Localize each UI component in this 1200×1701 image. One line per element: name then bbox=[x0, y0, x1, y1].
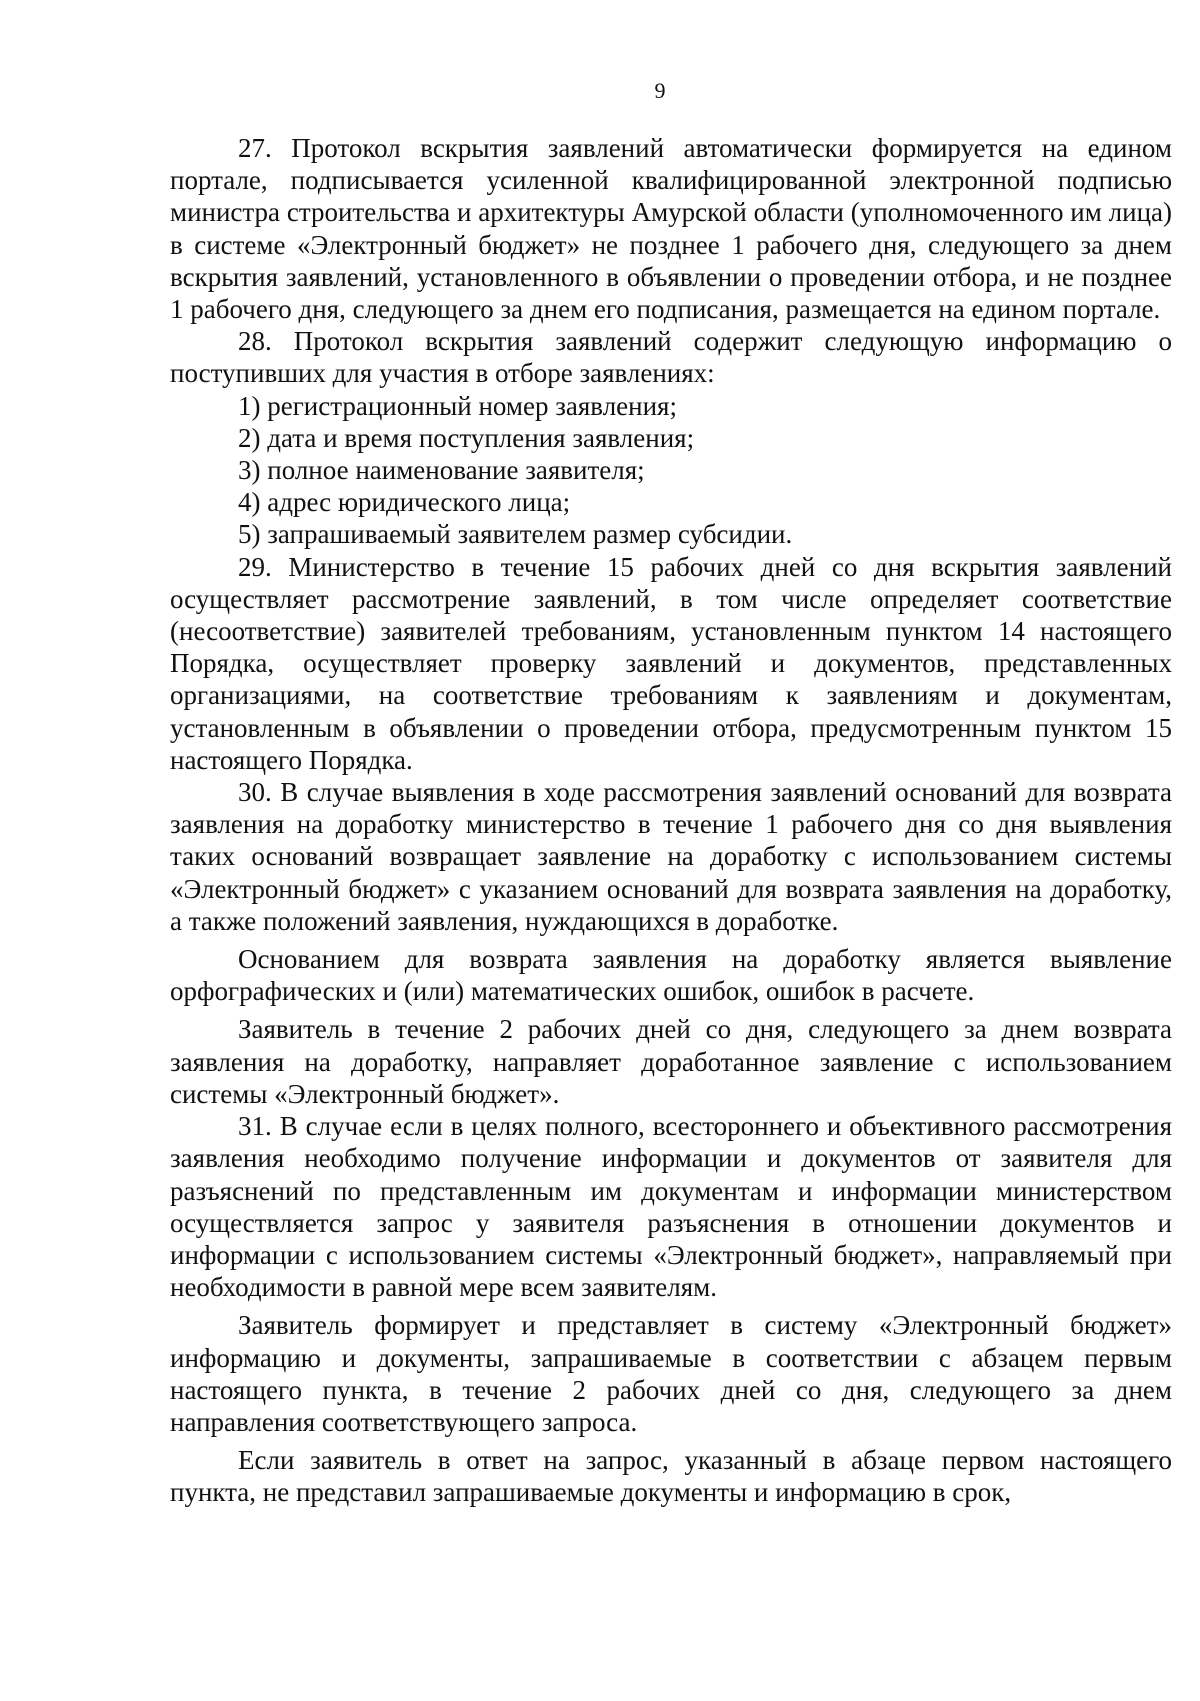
paragraph-30-basis: Основанием для возврата заявления на доработку является выявление орфографических и (или) математических ошибок, ошибок в расчете. bbox=[170, 944, 1172, 1007]
list-item-1: 1) регистрационный номер заявления; bbox=[238, 390, 677, 421]
paragraph-31-response: Заявитель формирует и представляет в систему «Электронный бюджет» информацию и документы, запрашиваемые в соответствии с абзацем первым настоящего пункта, в течение 2 рабочих дней со дня, следующего за днем направления соответствующего запроса. bbox=[170, 1310, 1172, 1437]
paragraph-30-resubmission: Заявитель в течение 2 рабочих дней со дня, следующего за днем возврата заявления на доработку, направляет доработанное заявление с использованием системы «Электронный бюджет». bbox=[170, 1014, 1172, 1109]
document-body bbox=[170, 132, 1172, 1509]
paragraph-31: 31. В случае если в целях полного, всестороннего и объективного рассмотрения заявления необходимо получение информации и документов от заявителя для разъяснений по представленным им документам и информации министерством осуществляется запрос у заявителя разъяснения в отношении документов и информации с использованием системы «Электронный бюджет», направляемый при необходимости в равной мере всем заявителям. bbox=[170, 1111, 1172, 1303]
list-item-4: 4) адрес юридического лица; bbox=[238, 487, 571, 518]
page-number: 9 bbox=[654, 78, 666, 103]
list-item-3: 3) полное наименование заявителя; bbox=[238, 455, 645, 486]
list-item-5: 5) запрашиваемый заявителем размер субсидии. bbox=[238, 519, 793, 550]
paragraph-28: 28. Протокол вскрытия заявлений содержит следующую информацию о поступивших для участия в отборе заявлениях: bbox=[170, 326, 1172, 389]
list-item-2: 2) дата и время поступления заявления; bbox=[238, 422, 695, 453]
paragraph-29: 29. Министерство в течение 15 рабочих дней со дня вскрытия заявлений осуществляет рассмотрение заявлений, в том числе определяет соответствие (несоответствие) заявителей требованиям, установленным пунктом 14 настоящего Порядка, осуществляет проверку заявлений и документов, представленных организациями, на соответствие требованиям к заявлениям и документам, установленным в объявлении о проведении отбора, предусмотренным пунктом 15 настоящего Порядка. bbox=[170, 551, 1172, 775]
paragraph-31-failure: Если заявитель в ответ на запрос, указанный в абзаце первом настоящего пункта, не представил запрашиваемые документы и информацию в срок, bbox=[170, 1445, 1172, 1508]
paragraph-27: 27. Протокол вскрытия заявлений автоматически формируется на едином портале, подписывается усиленной квалифицированной электронной подписью министра строительства и архитектуры Амурской области (уполномоченного им лица) в системе «Электронный бюджет» не позднее 1 рабочего дня, следующего за днем вскрытия заявлений, установленного в объявлении о проведении отбора, и не позднее 1 рабочего дня, следующего за днем его подписания, размещается на едином портале. bbox=[170, 133, 1172, 325]
paragraph-30: 30. В случае выявления в ходе рассмотрения заявлений оснований для возврата заявления на доработку министерство в течение 1 рабочего дня со дня выявления таких оснований возвращает заявление на доработку с использованием системы «Электронный бюджет» с указанием оснований для возврата заявления на доработку, а также положений заявления, нуждающихся в доработке. bbox=[170, 777, 1172, 936]
